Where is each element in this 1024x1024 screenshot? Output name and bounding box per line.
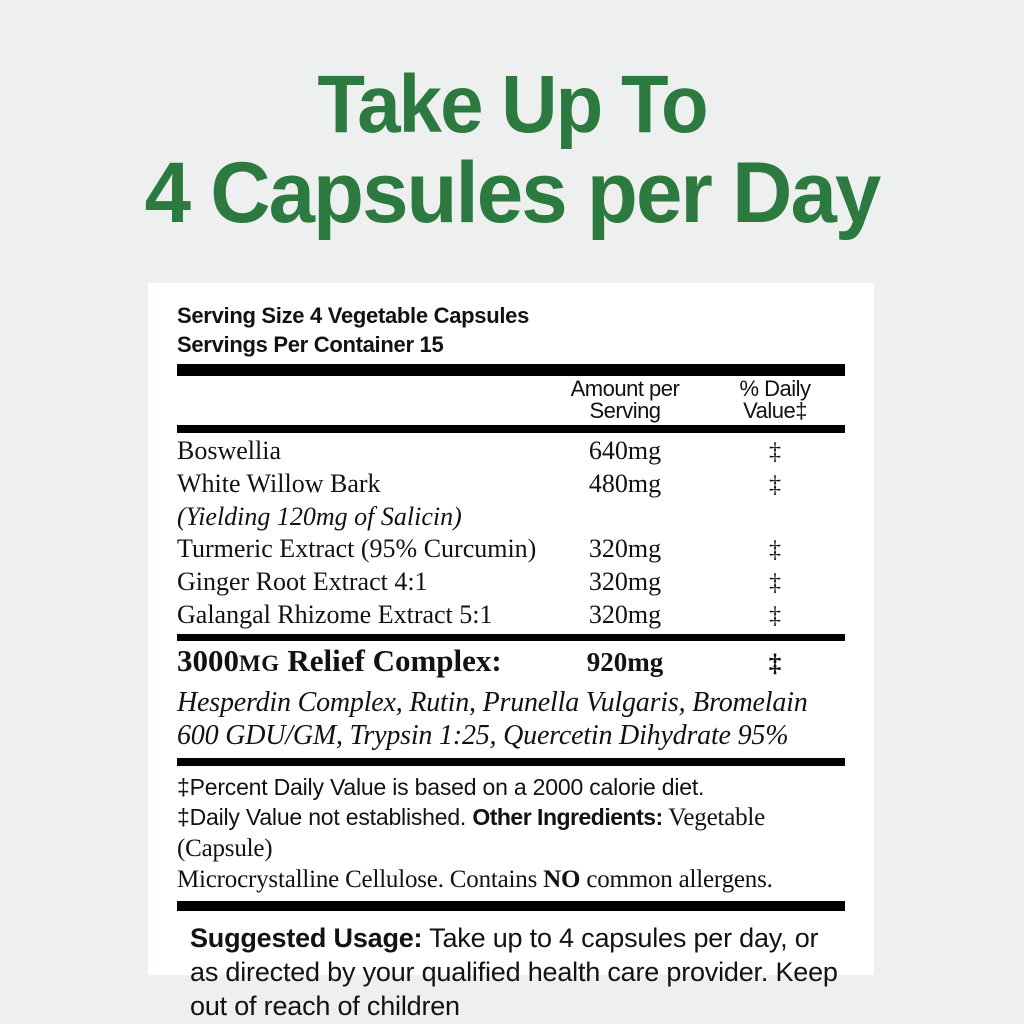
servings-per-container-text: Servings Per Container 15 — [177, 332, 444, 357]
suggested-usage-text: Take up to 4 capsules per day, or as directed by your qualified health care provider. Keep out of reach of children — [190, 923, 838, 1021]
complex-label: Relief Complex: — [279, 643, 502, 678]
complex-amount: 920mg — [586, 647, 664, 677]
table-row — [177, 566, 845, 599]
table-row — [177, 468, 845, 501]
supplement-facts-panel — [148, 283, 874, 1021]
other-ingredients-value: Vegetable (Capsule) — [177, 804, 766, 862]
footnotes — [177, 766, 845, 895]
ingredient-name: Boswellia — [177, 436, 281, 465]
divider-under-headers — [177, 425, 845, 433]
allergens-no-emphasis: NO — [543, 866, 581, 893]
ingredient-daily-value: ‡ — [769, 603, 781, 629]
ingredient-amount: 480mg — [588, 469, 662, 498]
relief-complex-row — [177, 641, 845, 684]
divider-above-usage — [177, 901, 845, 911]
complex-daily-value: ‡ — [768, 650, 782, 677]
ingredient-rows — [177, 433, 845, 632]
daily-value-header-line1: % Daily — [739, 376, 811, 401]
ingredient-daily-value: ‡ — [769, 439, 781, 465]
complex-description: Hesperdin Complex, Rutin, Prunella Vulgaris, Bromelain 600 GDU/GM, Trypsin 1:25, Quercetin Dihydrate 95% — [177, 687, 808, 751]
daily-value-header-line2: Value‡ — [743, 398, 807, 423]
footnote-not-established: ‡Daily Value not established. — [177, 804, 473, 830]
footnote-other-ingredients — [177, 802, 845, 864]
ingredient-amount: 320mg — [588, 534, 662, 563]
divider-above-complex — [177, 634, 845, 641]
ingredient-name: Ginger Root Extract 4:1 — [177, 567, 428, 596]
ingredient-daily-value: ‡ — [769, 472, 781, 498]
footnote-allergens — [177, 864, 845, 895]
ingredient-yield-note: (Yielding 120mg of Salicin) — [177, 502, 462, 531]
allergens-text-end: common allergens. — [580, 866, 773, 893]
ingredient-amount: 320mg — [588, 567, 662, 596]
amount-per-serving-header — [545, 378, 705, 422]
complex-dose-unit: MG — [239, 651, 280, 676]
other-ingredients-label: Other Ingredients: — [472, 804, 663, 830]
table-row-yield-note — [177, 501, 845, 533]
ingredient-amount: 320mg — [588, 600, 662, 629]
amount-header-line2: Serving — [589, 398, 661, 423]
ingredient-daily-value: ‡ — [769, 570, 781, 596]
relief-complex-name — [177, 641, 545, 684]
table-row — [177, 599, 845, 632]
suggested-usage-label: Suggested Usage: — [190, 923, 423, 953]
ingredient-name: Galangal Rhizome Extract 5:1 — [177, 600, 493, 629]
column-headers — [177, 376, 845, 425]
footnote-daily-value-basis: ‡Percent Daily Value is based on a 2000 calorie diet. — [177, 774, 705, 800]
title-line-2: 4 Capsules per Day — [144, 145, 880, 241]
allergens-text-start: Microcrystalline Cellulose. Contains — [177, 866, 544, 893]
table-row — [177, 435, 845, 468]
suggested-usage — [177, 921, 845, 1023]
ingredient-daily-value: ‡ — [769, 537, 781, 563]
ingredient-amount: 640mg — [588, 436, 662, 465]
page-title — [0, 59, 1024, 241]
serving-size-text: Serving Size 4 Vegetable Capsules — [177, 303, 530, 328]
title-line-1: Take Up To — [317, 59, 707, 150]
daily-value-header — [705, 378, 845, 422]
table-row — [177, 533, 845, 566]
ingredient-name: White Willow Bark — [177, 469, 381, 498]
ingredient-name: Turmeric Extract (95% Curcumin) — [177, 534, 537, 563]
complex-dose-number: 3000 — [177, 643, 239, 678]
divider-above-footnotes — [177, 758, 845, 766]
amount-header-line1: Amount per — [570, 376, 680, 401]
divider-thick-top — [177, 364, 845, 376]
